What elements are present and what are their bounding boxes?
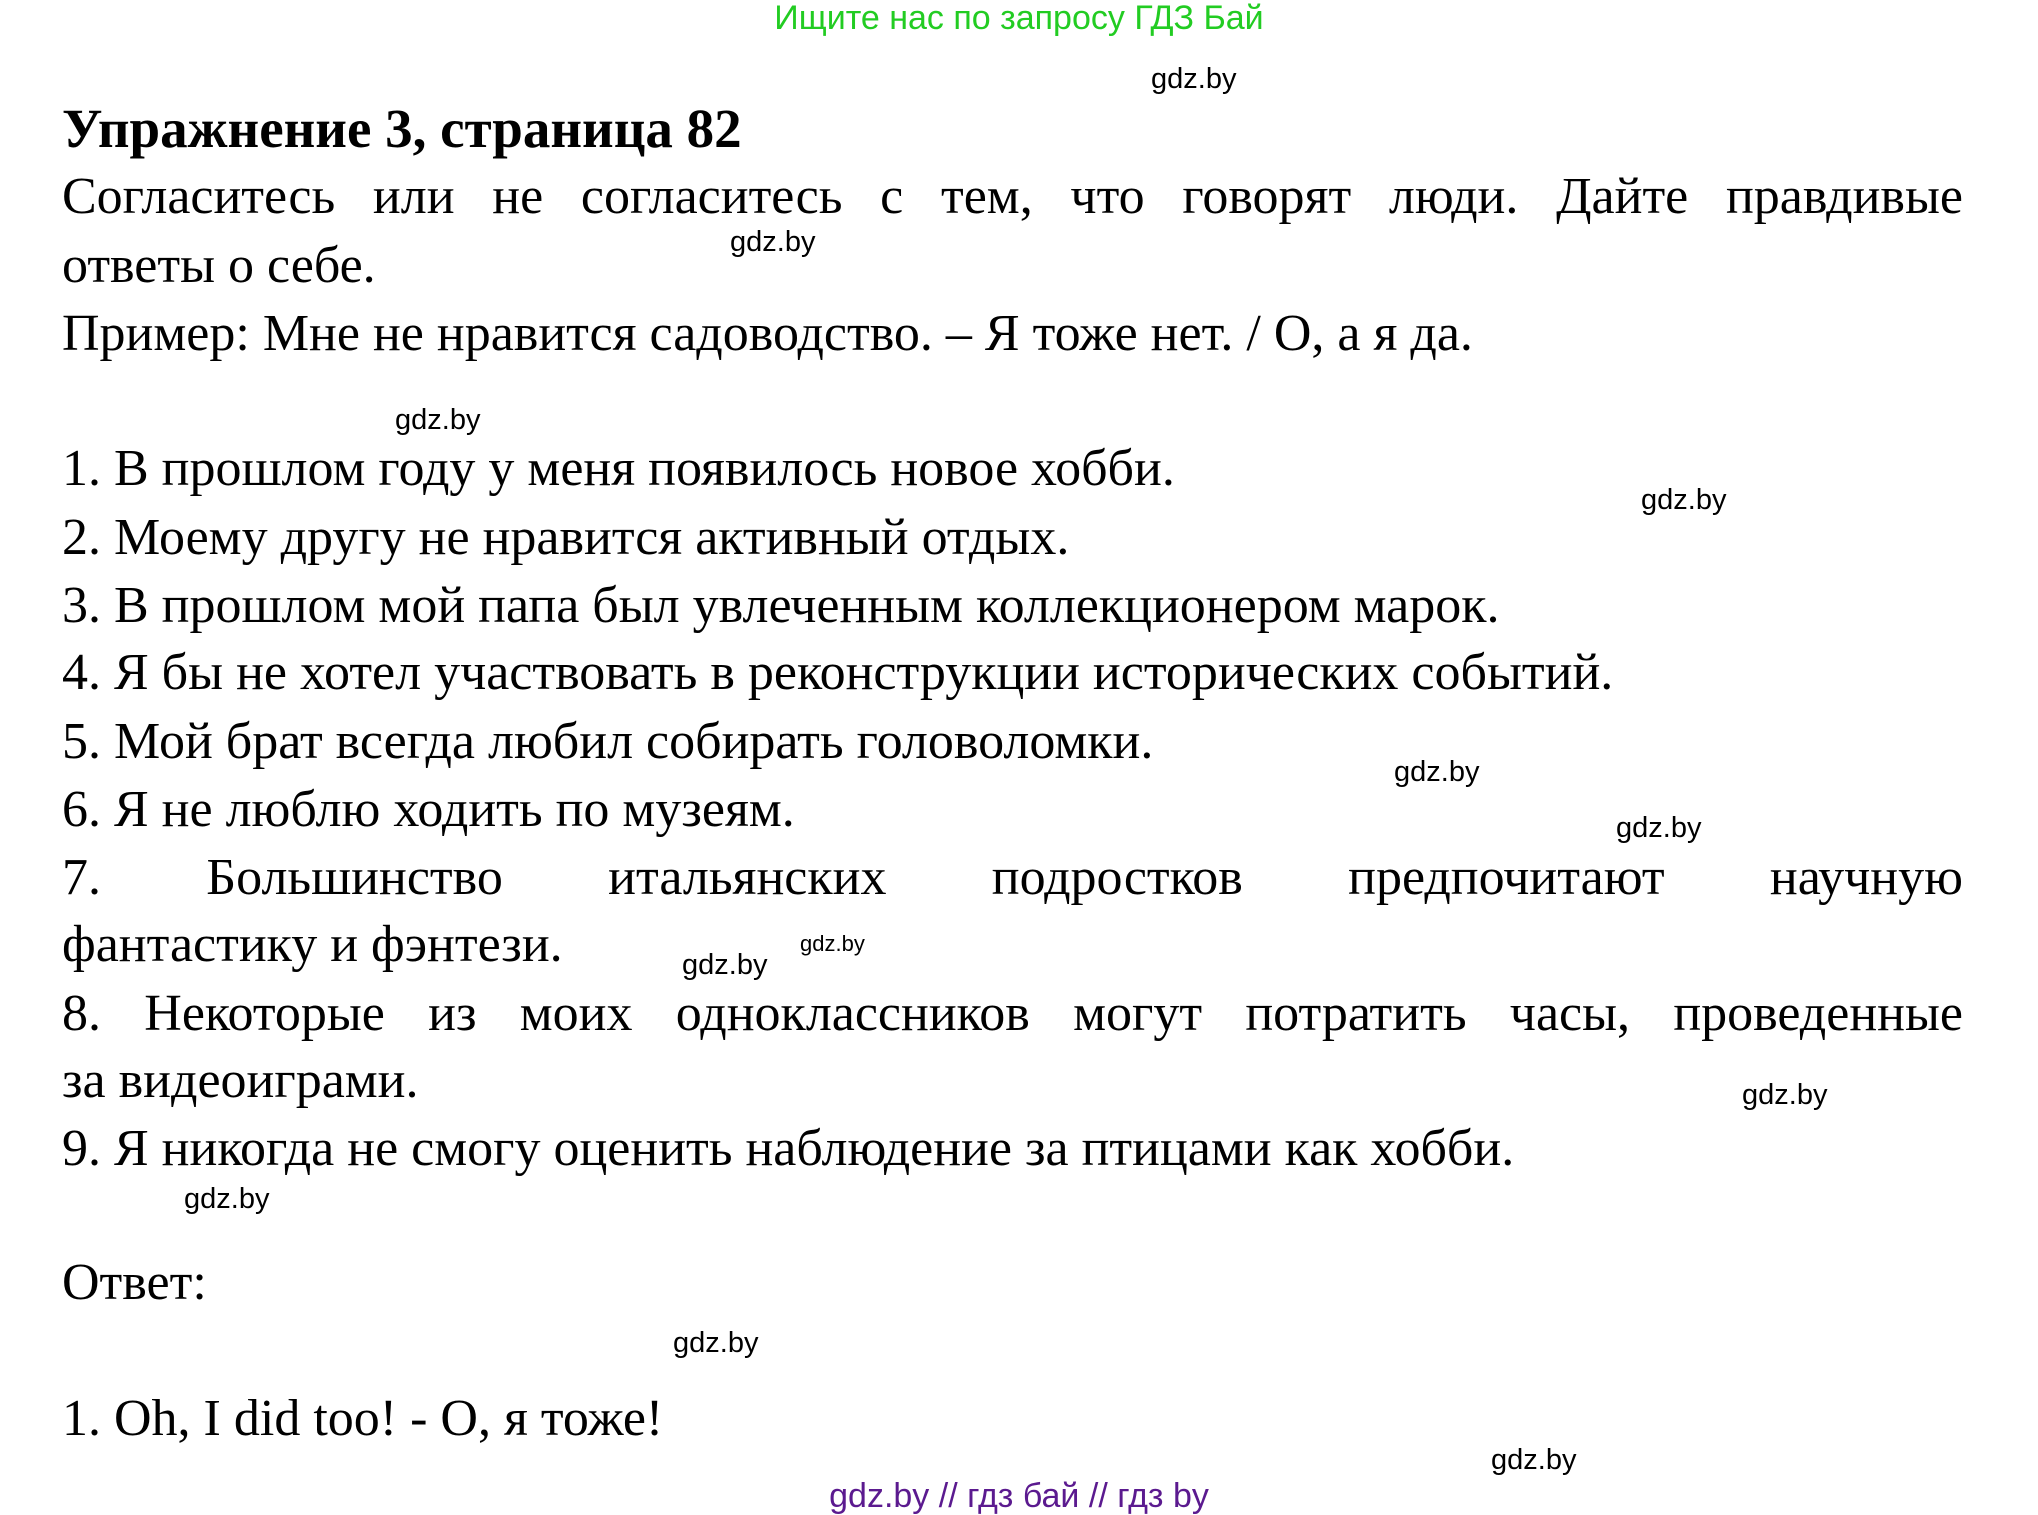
watermark: gdz.by: [1394, 756, 1480, 788]
footer-links: gdz.by // гдз бай // гдз by: [829, 1477, 1209, 1515]
answer-item: 1. Oh, I did too! - О, я тоже!: [62, 1390, 664, 1447]
watermark: gdz.by: [800, 931, 865, 956]
list-item-continuation: фантастику и фэнтези.: [62, 916, 563, 973]
instruction-line-2: ответы о себе.: [62, 237, 376, 294]
list-item: 5. Мой брат всегда любил собирать головоломки.: [62, 713, 1154, 770]
watermark: gdz.by: [682, 949, 768, 981]
page-title: Упражнение 3, страница 82: [62, 98, 742, 159]
instruction-line-1: Согласитесь или не согласитесь с тем, что говорят люди. Дайте правдивые: [62, 168, 1963, 225]
watermark: gdz.by: [1491, 1444, 1577, 1476]
watermark: gdz.by: [673, 1327, 759, 1359]
watermark: gdz.by: [1616, 812, 1702, 844]
search-banner: Ищите нас по запросу ГДЗ Бай: [774, 0, 1264, 37]
answer-label: Ответ:: [62, 1254, 207, 1311]
watermark: gdz.by: [1641, 484, 1727, 516]
watermark: gdz.by: [730, 226, 816, 258]
list-item: 1. В прошлом году у меня появилось новое хобби.: [62, 440, 1175, 497]
list-item: 4. Я бы не хотел участвовать в реконструкции исторических событий.: [62, 644, 1614, 701]
list-item: 8. Некоторые из моих одноклассников могут потратить часы, проведенные: [62, 985, 1963, 1042]
list-item-continuation: за видеоиграми.: [62, 1052, 419, 1109]
example-line: Пример: Мне не нравится садоводство. – Я тоже нет. / О, а я да.: [62, 305, 1473, 362]
list-item: 2. Моему другу не нравится активный отдых.: [62, 509, 1070, 566]
watermark: gdz.by: [184, 1183, 270, 1215]
list-item: 6. Я не люблю ходить по музеям.: [62, 781, 795, 838]
list-item: 9. Я никогда не смогу оценить наблюдение за птицами как хобби.: [62, 1120, 1515, 1177]
watermark: gdz.by: [1742, 1079, 1828, 1111]
list-item: 7. Большинство итальянских подростков предпочитают научную: [62, 849, 1963, 906]
list-item: 3. В прошлом мой папа был увлеченным коллекционером марок.: [62, 577, 1500, 634]
watermark: gdz.by: [395, 404, 481, 436]
watermark: gdz.by: [1151, 63, 1237, 95]
